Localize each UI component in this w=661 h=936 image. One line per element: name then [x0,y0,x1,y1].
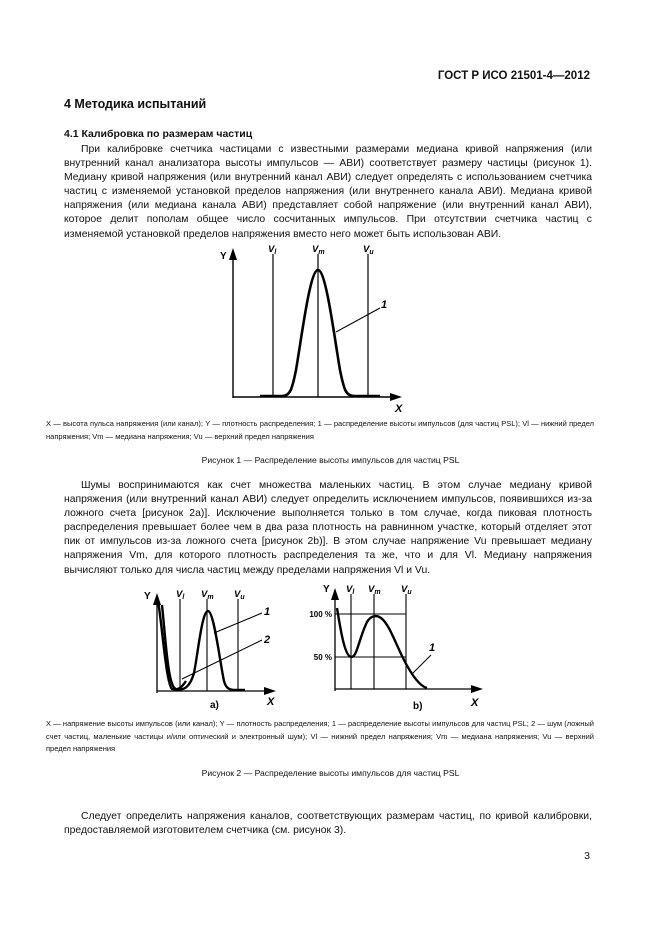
vm-label-main: V [312,244,319,255]
paragraph-1 [64,143,592,242]
figure-1-legend: X — высота пульса напряжения (или канал); Y — плотность распределения; 1 — распределение высоты импульсов (для частиц PSL); Vl — нижний предел напряжения; Vm — медиана напряжения; Vu — верхний предел напряжения [46,419,594,441]
vl-label [268,244,277,256]
vm-label-sub: m [374,589,381,596]
y-axis-arrow [229,248,237,260]
paragraph-3-text: Следует определить напряжения каналов, соответствующих размерам частиц, по кривой калибровки, предоставляемой изготовителем счетчика (см. рисунок 3). [64,811,592,837]
figure-2-legend: X — напряжение высоты импульсов (или канал); Y — плотность распределения; 1 — распределение высоты импульсов для частиц PSL; 2 — шум (ложный счет частиц, маленькие частицы и/или оптический и электронный шум); Vl — нижний предел напряжения; Vm — медиана напряжения; Vu — верхний предел напряжения [46,719,594,753]
vm-label-main: V [201,589,208,600]
vl-label-sub: l [182,594,185,601]
vu-label-sub: u [407,589,412,596]
panel-b-label: b) [413,701,423,712]
y-axis-arrow [153,593,161,605]
x-axis-arrow [471,685,483,693]
figure-2b-graph [295,578,505,713]
vl-label-sub: l [352,589,355,596]
vl-label [346,584,355,596]
axis-x-label: X [471,697,479,709]
paragraph-3 [64,810,592,838]
vu-label-sub: u [240,594,245,601]
paragraph-1-text: При калибровке счетчика частицами с известными размерами медиана кривой напряжения (или внутренний канал анализатора высоты импульсов — АВИ) соответствует размеру частицы (рисунок 1). Медиану кривой напряжения (или внутренний канал АВИ) следует определять с использованием счетчика частиц с изменяемой установкой пределов напряжения (или внутреннего канала АВИ). Медиана кривой напряжения (или медиана канала АВИ) представляет собой напряжение (или внутренний канал АВИ), которое делит пополам общее число сосчитанных импульсов. При отсутствии счетчика частиц с изменяемой установкой пределов напряжения вместо него может быть использован АВИ. [64,144,592,240]
vl-label-main: V [268,244,275,255]
section-title: 4 Методика испытаний [64,97,207,111]
curve-leader-line [412,655,431,674]
curve-leader-line [336,308,380,332]
paragraph-2 [64,479,592,578]
vm-label [368,584,381,596]
axis-x-label: X [267,696,275,708]
vm-label-sub: m [318,249,325,256]
vl-label-main: V [346,584,353,595]
vu-label-main: V [234,589,241,600]
paragraph-2-text: Шумы воспринимаются как счет множества маленьких частиц. В этом случае медиану кривой напряжения (или внутренний канал АВИ) следует определить исключением импульсов, появившихся из-за ложного счета [рисунок 2а)]. Исключение выполняется только в том случае, когда пиковая плотность распределения превышает более чем в два раза плотность на равнинном участке, который отделяет этот пик от импульсов из-за ложного счета [рисунок 2b)]. В этом случае напряжение Vu превышает медиану напряжения Vm, для которого плотность распределения та же, что и для Vl. Медиану напряжения вычисляют только для числа частиц между пределами напряжения Vl и Vu. [64,480,592,576]
level-50-label: 50 % [313,653,332,662]
subsection-title: 4.1 Калибровка по размерам частиц [64,128,253,140]
axis-x-label: X [395,403,403,415]
standard-id: ГОСТ Р ИСО 21501-4—2012 [437,70,590,82]
curve-1-label: 1 [264,606,271,618]
vu-label-sub: u [369,249,374,256]
figure-1-graph [200,240,420,415]
axis-y-label: Y [220,251,227,262]
figure-2-caption: Рисунок 2 — Распределение высоты импульсов для частиц PSL [201,768,460,778]
vu-label [401,584,412,596]
vm-label-sub: m [207,594,214,601]
vu-label [234,589,245,601]
vm-label [201,589,214,601]
figure-2a-graph [140,583,290,713]
vl-label-main: V [176,589,183,600]
vm-label [312,244,325,256]
vu-label [363,244,374,256]
vm-label-main: V [368,584,375,595]
distribution-curve [260,270,380,396]
page-number: 3 [584,850,590,862]
level-100-label: 100 % [309,610,332,619]
axis-y-label: Y [144,591,151,602]
vu-label-main: V [401,584,408,595]
y-axis-arrow [331,588,339,600]
curve-1-label: 1 [381,299,388,311]
vu-label-main: V [363,244,370,255]
distribution-curve [162,605,245,690]
curve-2-label: 2 [264,634,271,646]
panel-a-label: a) [210,700,219,711]
curve-1-label: 1 [429,642,436,654]
x-axis-arrow [264,687,276,695]
vl-label [176,589,185,601]
vl-label-sub: l [274,249,277,256]
figure-1-caption: Рисунок 1 — Распределение высоты импульсов для частиц PSL [201,455,460,465]
axis-y-label: Y [323,584,330,595]
x-axis-arrow [390,393,402,401]
